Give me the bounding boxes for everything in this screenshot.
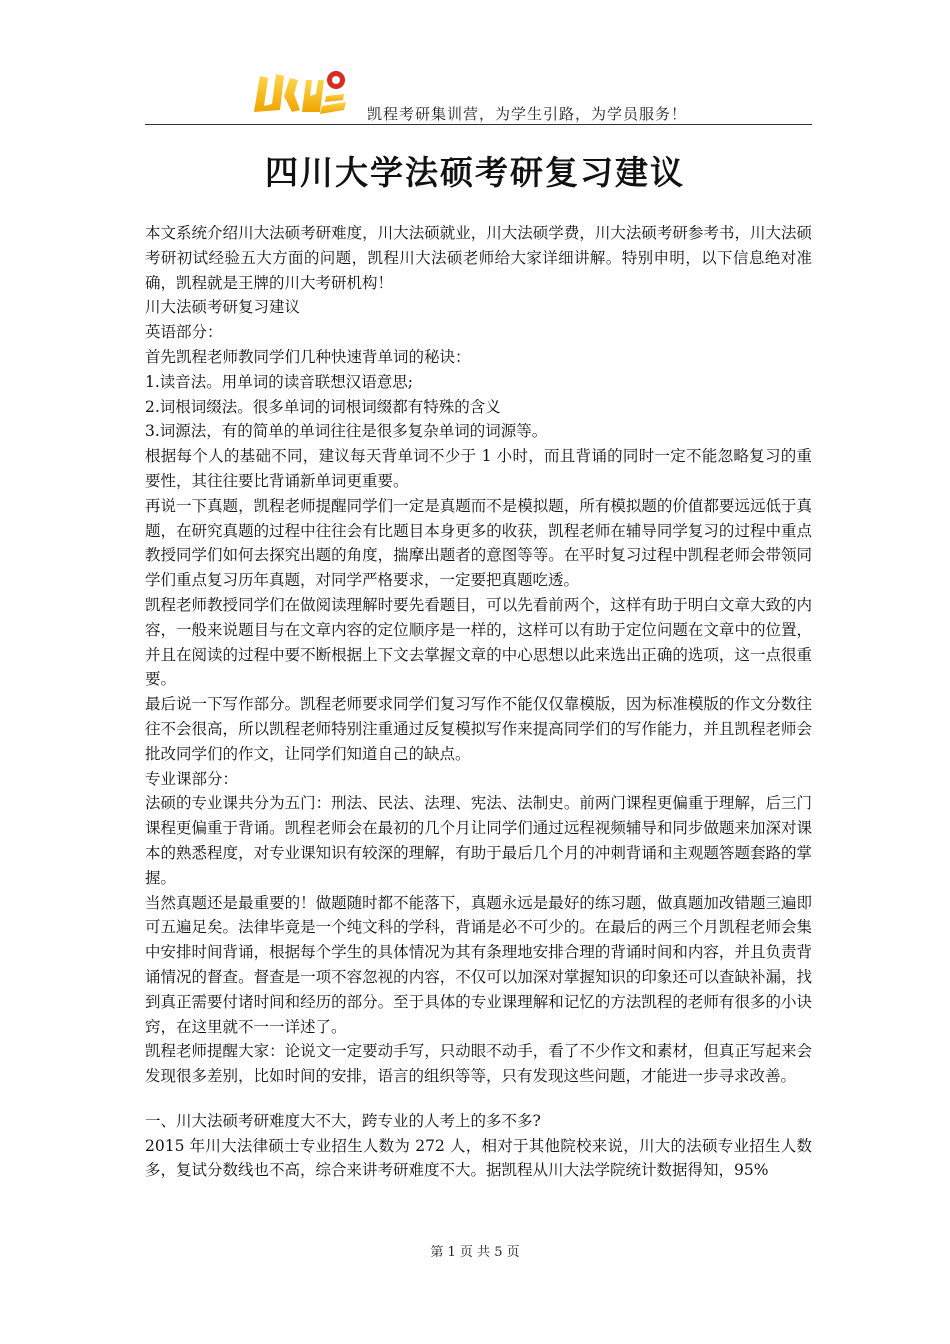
- paragraph: 2.词根词缀法。很多单词的词根词缀都有特殊的含义: [145, 397, 501, 416]
- paragraph: 凯程老师提醒大家：论说文一定要动手写，只动眼不动手，看了不少作文和素材，但真正写起来会发现很多差别，比如时间的安排，语言的组织等等，只有发现这些问题，才能进一步寻求改善。: [145, 1042, 812, 1086]
- paragraph: 本文系统介绍川大法硕考研难度，川大法硕就业，川大法硕学费，川大法硕考研参考书，川大法硕考研初试经验五大方面的问题，凯程川大法硕老师给大家详细讲解。特别申明，以下信息绝对准确，凯程就是王牌的川大考研机构！: [145, 224, 812, 292]
- paragraph: 法硕的专业课共分为五门：刑法、民法、法理、宪法、法制史。前两门课程更偏重于理解，后三门课程更偏重于背诵。凯程老师会在最初的几个月让同学们通过远程视频辅导和同步做题来加深对课本的熟悉程度，对专业课知识有较深的理解，有助于最后几个月的冲刺背诵和主观题答题套路的掌握。: [145, 794, 812, 887]
- paragraph: 2015 年川大法律硕士专业招生人数为 272 人，相对于其他院校来说，川大的法硕专业招生人数多，复试分数线也不高，综合来讲考研难度不大。据凯程从川大法学院统计数据得知，95%: [145, 1136, 812, 1180]
- paragraph: 再说一下真题，凯程老师提醒同学们一定是真题而不是模拟题，所有模拟题的价值都要远远低于真题，在研究真题的过程中往往会有比题目本身更多的收获，凯程老师在辅导同学复习的过程中重点教授同学们如何去探究出题的角度，揣摩出题者的意图等等。在平时复习过程中凯程老师会带领同学们重点复习历年真题，对同学严格要求，一定要把真题吃透。: [145, 496, 812, 590]
- kaicheng-logo-icon: [250, 66, 350, 118]
- paragraph: 英语部分：: [145, 323, 223, 342]
- paragraph: 3.词源法，有的简单的单词往往是很多复杂单词的词源等。: [145, 422, 548, 441]
- paragraph: 1.读音法。用单词的读音联想汉语意思;: [145, 372, 414, 391]
- paragraph: 凯程老师教授同学们在做阅读理解时要先看题目，可以先看前两个，这样有助于明白文章大致的内容，一般来说题目与在文章内容的定位顺序是一样的，这样可以有助于定位问题在文章中的位置，并且在阅读的过程中要不断根据上下文去掌握文章的中心思想以此来选出正确的选项，这一点很重要。: [145, 595, 812, 689]
- paragraph: 首先凯程老师教同学们几种快速背单词的秘诀：: [145, 347, 471, 366]
- paragraph: 专业课部分：: [145, 769, 239, 788]
- paragraph: 最后说一下写作部分。凯程老师要求同学们复习写作不能仅仅靠模版，因为标准模版的作文分数往往不会很高，所以凯程老师特别注重通过反复模拟写作来提高同学们的写作能力，并且凯程老师会批改同学们的作文，让同学们知道自己的缺点。: [145, 695, 812, 763]
- document-body: [145, 221, 812, 1183]
- page-footer: 第 1 页 共 5 页: [430, 1245, 520, 1260]
- paragraph: 根据每个人的基础不同，建议每天背单词不少于 1 小时，而且背诵的同时一定不能忽略复习的重要性，其往往要比背诵新单词更重要。: [145, 447, 812, 490]
- page-header: [145, 62, 812, 125]
- document-title: 四川大学法硕考研复习建议: [265, 153, 685, 192]
- paragraph: 川大法硕考研复习建议: [145, 298, 301, 317]
- paragraph: 当然真题还是最重要的！做题随时都不能落下，真题永远是最好的练习题，做真题加改错题三遍即可五遍足矣。法律毕竟是一个纯文科的学科，背诵是必不可少的。在最后的两三个月凯程老师会集中安排时间背诵，根据每个学生的具体情况为其有条理地安排合理的背诵时间和内容，并且负责背诵情况的督查。督查是一项不容忽视的内容，不仅可以加深对掌握知识的印象还可以查缺补漏，找到真正需要付诸时间和经历的部分。至于具体的专业课理解和记忆的方法凯程的老师有很多的小诀窍，在这里就不一一详述了。: [145, 893, 812, 1036]
- header-slogan: 凯程考研集训营，为学生引路，为学员服务！: [367, 105, 688, 123]
- section-heading: 一、川大法硕考研难度大不大，跨专业的人考上的多不多?: [145, 1111, 541, 1130]
